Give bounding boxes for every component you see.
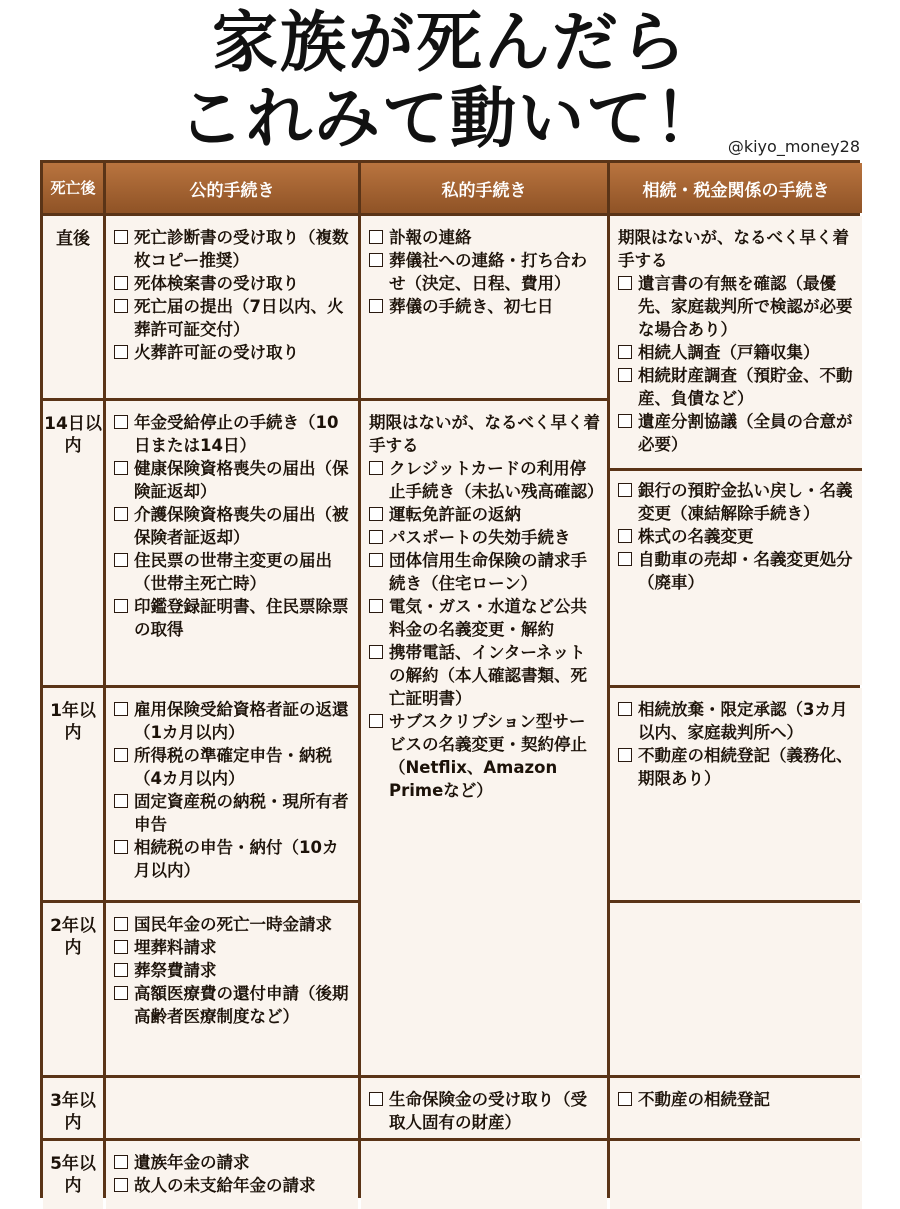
- checkbox-icon[interactable]: [114, 794, 128, 808]
- checklist-item[interactable]: 運転免許証の返納: [369, 503, 601, 526]
- checklist-item[interactable]: 自動車の売却・名義変更処分（廃車）: [618, 548, 856, 594]
- private-5-years-cell: [361, 1141, 607, 1209]
- checklist-item[interactable]: 訃報の連絡: [369, 226, 601, 249]
- checkbox-icon[interactable]: [114, 702, 128, 716]
- checklist-item[interactable]: 相続財産調査（預貯金、不動産、負債など）: [618, 364, 856, 410]
- public-14-days-cell: [106, 401, 358, 685]
- checklist-item[interactable]: 故人の未支給年金の請求: [114, 1174, 352, 1197]
- checkbox-icon[interactable]: [114, 748, 128, 762]
- checkbox-icon[interactable]: [369, 461, 383, 475]
- public-5-years-cell: [106, 1141, 358, 1209]
- inheritance-3-years-cell: [610, 1078, 862, 1138]
- public-2-years-cell: [106, 903, 358, 1075]
- checklist-item[interactable]: 死亡届の提出（7日以内、火葬許可証交付）: [114, 295, 352, 341]
- checklist-item[interactable]: 団体信用生命保険の請求手続き（住宅ローン）: [369, 549, 601, 595]
- checkbox-icon[interactable]: [369, 530, 383, 544]
- checklist-item[interactable]: 不動産の相続登記（義務化、期限あり）: [618, 744, 856, 790]
- checkbox-icon[interactable]: [114, 299, 128, 313]
- public-immediately-cell: [106, 216, 358, 398]
- period-1-year: 1年以内: [43, 688, 103, 900]
- checkbox-icon[interactable]: [618, 552, 632, 566]
- period-3-years: 3年以内: [43, 1078, 103, 1138]
- header-inheritance: 相続・税金関係の手続き: [610, 163, 862, 213]
- checkbox-icon[interactable]: [618, 1092, 632, 1106]
- checkbox-icon[interactable]: [618, 414, 632, 428]
- checklist-item[interactable]: 固定資産税の納税・現所有者申告: [114, 790, 352, 836]
- checkbox-icon[interactable]: [369, 253, 383, 267]
- checkbox-icon[interactable]: [618, 483, 632, 497]
- checklist-item[interactable]: 葬祭費請求: [114, 959, 352, 982]
- checklist-item[interactable]: 葬儀社への連絡・打ち合わせ（決定、日程、費用）: [369, 249, 601, 295]
- period-14-days: 14日以内: [43, 401, 103, 685]
- checkbox-icon[interactable]: [114, 1178, 128, 1192]
- period-immediately: 直後: [43, 216, 103, 398]
- checklist-item[interactable]: 葬儀の手続き、初七日: [369, 295, 601, 318]
- procedure-table: [40, 160, 860, 1198]
- title-line-1: 家族が死んだら: [212, 4, 688, 81]
- checklist-item[interactable]: パスポートの失効手続き: [369, 526, 601, 549]
- public-3-years-cell: [106, 1078, 358, 1138]
- checklist-item[interactable]: 死亡診断書の受け取り（複数枚コピー推奨）: [114, 226, 352, 272]
- checkbox-icon[interactable]: [114, 345, 128, 359]
- checkbox-icon[interactable]: [114, 599, 128, 613]
- checklist-item[interactable]: 国民年金の死亡一時金請求: [114, 913, 352, 936]
- checkbox-icon[interactable]: [618, 276, 632, 290]
- checklist-item[interactable]: 遺言書の有無を確認（最優先、家庭裁判所で検認が必要な場合あり）: [618, 272, 856, 341]
- checkbox-icon[interactable]: [114, 1155, 128, 1169]
- title-line-2: これみて動いて！: [178, 80, 722, 157]
- checklist-item[interactable]: 株式の名義変更: [618, 525, 856, 548]
- header-public: 公的手続き: [106, 163, 358, 213]
- checklist-item[interactable]: 遺産分割協議（全員の合意が必要）: [618, 410, 856, 456]
- checkbox-icon[interactable]: [618, 702, 632, 716]
- period-5-years: 5年以内: [43, 1141, 103, 1209]
- checkbox-icon[interactable]: [369, 599, 383, 613]
- checklist-item[interactable]: 介護保険資格喪失の届出（被保険者証返却）: [114, 503, 352, 549]
- checklist-item[interactable]: 電気・ガス・水道など公共料金の名義変更・解約: [369, 595, 601, 641]
- checkbox-icon[interactable]: [618, 368, 632, 382]
- inheritance-1-year-cell: [610, 688, 862, 900]
- checklist-item[interactable]: 遺族年金の請求: [114, 1151, 352, 1174]
- checklist-item[interactable]: 年金受給停止の手続き（10日または14日）: [114, 411, 352, 457]
- checkbox-icon[interactable]: [114, 507, 128, 521]
- private-later-cell: [361, 401, 607, 1075]
- checkbox-icon[interactable]: [114, 415, 128, 429]
- private-immediately-cell: [361, 216, 607, 398]
- inheritance-early-cell: [610, 216, 862, 685]
- checkbox-icon[interactable]: [114, 276, 128, 290]
- checklist-item[interactable]: 健康保険資格喪失の届出（保険証返却）: [114, 457, 352, 503]
- inheritance-5-years-cell: [610, 1141, 862, 1209]
- checkbox-icon[interactable]: [114, 553, 128, 567]
- checkbox-icon[interactable]: [114, 917, 128, 931]
- checklist-item[interactable]: 相続人調査（戸籍収集）: [618, 341, 856, 364]
- checkbox-icon[interactable]: [618, 345, 632, 359]
- no-deadline-note: 期限はないが、なるべく早く着手する: [369, 413, 600, 455]
- checkbox-icon[interactable]: [114, 986, 128, 1000]
- checklist-item[interactable]: 相続税の申告・納付（10カ月以内）: [114, 836, 352, 882]
- checkbox-icon[interactable]: [114, 230, 128, 244]
- period-2-years: 2年以内: [43, 903, 103, 1075]
- checkbox-icon[interactable]: [618, 529, 632, 543]
- checklist-item[interactable]: 相続放棄・限定承認（3カ月以内、家庭裁判所へ）: [618, 698, 856, 744]
- checklist-item[interactable]: 携帯電話、インターネットの解約（本人確認書類、死亡証明書）: [369, 641, 601, 710]
- public-1-year-cell: [106, 688, 358, 900]
- checklist-item[interactable]: 埋葬料請求: [114, 936, 352, 959]
- checklist-item[interactable]: 火葬許可証の受け取り: [114, 341, 352, 364]
- checkbox-icon[interactable]: [369, 230, 383, 244]
- author-handle: @kiyo_money28: [727, 137, 860, 156]
- checklist-item[interactable]: 死体検案書の受け取り: [114, 272, 352, 295]
- checkbox-icon[interactable]: [369, 299, 383, 313]
- checklist-item[interactable]: 生命保険金の受け取り（受取人固有の財産）: [369, 1088, 601, 1134]
- checklist-item[interactable]: 雇用保険受給資格者証の返還（1カ月以内）: [114, 698, 352, 744]
- checklist-item[interactable]: 住民票の世帯主変更の届出（世帯主死亡時）: [114, 549, 352, 595]
- checkbox-icon[interactable]: [114, 840, 128, 854]
- checkbox-icon[interactable]: [114, 963, 128, 977]
- checklist-item[interactable]: クレジットカードの利用停止手続き（未払い残高確認）: [369, 457, 601, 503]
- checkbox-icon[interactable]: [114, 461, 128, 475]
- checkbox-icon[interactable]: [369, 553, 383, 567]
- checkbox-icon[interactable]: [114, 940, 128, 954]
- checklist-item[interactable]: 所得税の準確定申告・納税（4カ月以内）: [114, 744, 352, 790]
- cell-divider: [610, 468, 862, 471]
- checkbox-icon[interactable]: [369, 645, 383, 659]
- checkbox-icon[interactable]: [618, 748, 632, 762]
- checkbox-icon[interactable]: [369, 1092, 383, 1106]
- header-private: 私的手続き: [361, 163, 607, 213]
- private-3-years-cell: [361, 1078, 607, 1138]
- checkbox-icon[interactable]: [369, 507, 383, 521]
- header-time: 死亡後: [43, 163, 103, 213]
- inheritance-2-years-cell: [610, 903, 862, 1075]
- checkbox-icon[interactable]: [369, 714, 383, 728]
- checklist-item[interactable]: 不動産の相続登記: [618, 1088, 856, 1111]
- checklist-item[interactable]: 高額医療費の還付申請（後期高齢者医療制度など）: [114, 982, 352, 1028]
- checklist-item[interactable]: 銀行の預貯金払い戻し・名義変更（凍結解除手続き）: [618, 479, 856, 525]
- checklist-item[interactable]: サブスクリプション型サービスの名義変更・契約停止（Netflix、Amazon Primeなど）: [369, 710, 601, 802]
- no-deadline-note: 期限はないが、なるべく早く着手する: [618, 228, 849, 270]
- checklist-item[interactable]: 印鑑登録証明書、住民票除票の取得: [114, 595, 352, 641]
